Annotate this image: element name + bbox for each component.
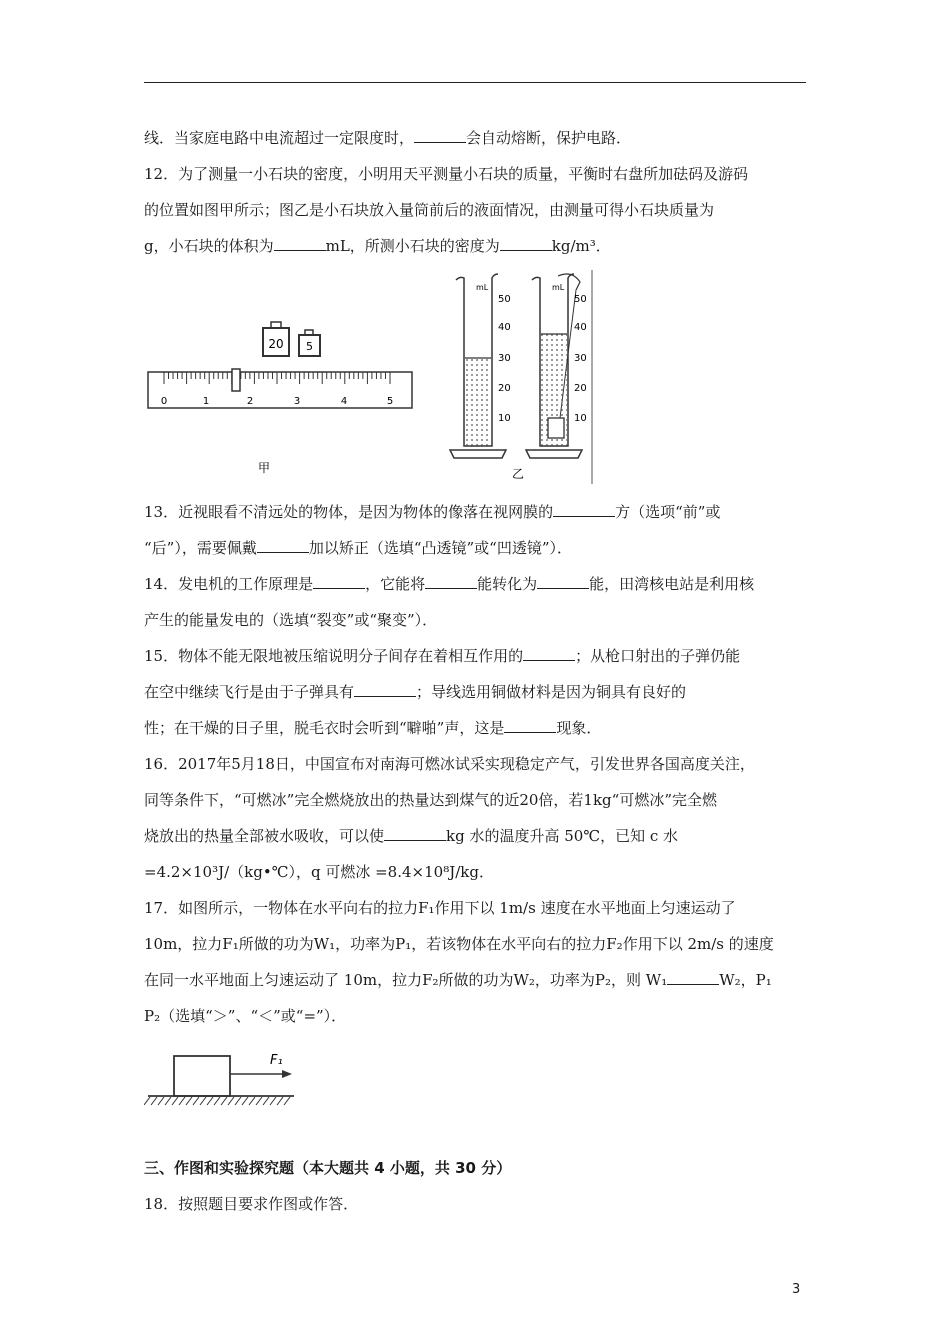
hatch-line [172, 1097, 178, 1105]
q18-line: 18．按照题目要求作图或作答． [144, 1195, 359, 1213]
svg-text:5: 5 [386, 396, 394, 407]
q13-line-1: 13．近视眼看不清远处的物体，是因为物体的像落在视网膜的 方（选项“前”或 [144, 503, 721, 521]
caption-yi: 乙 [511, 467, 525, 481]
q17-line-1: 17．如图所示，一物体在水平向右的拉力F₁作用下以 1m/s 速度在水平地面上匀速运动了 [144, 899, 736, 917]
hatch-line [221, 1097, 227, 1105]
svg-text:1: 1 [202, 396, 210, 407]
svg-text:2: 2 [246, 396, 254, 407]
hatch-line [263, 1097, 269, 1105]
hatch-line [200, 1097, 206, 1105]
page-number: 3 [792, 1282, 801, 1297]
hatch-line [284, 1097, 290, 1105]
header-rule [144, 82, 806, 83]
answer-blank[interactable] [537, 574, 589, 589]
answer-blank[interactable] [384, 826, 446, 841]
cylinder-figure [440, 268, 595, 486]
hatch-line [277, 1097, 283, 1105]
svg-text:10: 10 [574, 413, 587, 424]
answer-blank[interactable] [553, 502, 615, 517]
answer-blank[interactable] [667, 970, 719, 985]
q14-line-2: 产生的能量发电的（选填“裂变”或“聚变”）． [144, 611, 438, 629]
answer-blank[interactable] [414, 128, 466, 143]
svg-text:5: 5 [306, 340, 313, 353]
answer-blank[interactable] [274, 236, 326, 251]
hatch-line [235, 1097, 241, 1105]
svg-text:mL: mL [552, 283, 565, 292]
answer-blank[interactable] [425, 574, 477, 589]
svg-text:50: 50 [498, 294, 511, 305]
section-heading: 三、作图和实验探究题（本大题共 4 小题，共 30 分） [144, 1159, 512, 1177]
hatch-line [158, 1097, 164, 1105]
q16-line-3: 烧放出的热量全部被水吸收，可以使 kg 水的温度升高 50℃，已知 c 水 [144, 827, 679, 845]
hatch-line [214, 1097, 220, 1105]
answer-blank[interactable] [500, 236, 552, 251]
svg-text:20: 20 [268, 337, 284, 351]
force-figure [144, 1044, 304, 1116]
hatch-line [242, 1097, 248, 1105]
scale-ticks [164, 372, 390, 384]
q15-line-2: 在空中继续飞行是由于子弹具有 ；导线选用铜做材料是因为铜具有良好的 [144, 683, 687, 701]
svg-text:3: 3 [293, 396, 301, 407]
force-label: F₁ [270, 1053, 283, 1068]
svg-text:40: 40 [574, 322, 587, 333]
svg-text:4: 4 [340, 396, 348, 407]
q16-line-2: 同等条件下，“可燃冰”完全燃烧放出的热量达到煤气的近20倍，若1kg“可燃冰”完全燃 [144, 791, 717, 809]
hatch-line [179, 1097, 185, 1105]
svg-text:30: 30 [498, 353, 511, 364]
svg-text:30: 30 [574, 353, 587, 364]
cylinder-before [450, 274, 511, 458]
q14-line-1: 14．发电机的工作原理是 ，它能将 能转化为 能，田湾核电站是利用核 [144, 575, 755, 593]
q12-line-1: 12．为了测量一小石块的密度，小明用天平测量小石块的质量，平衡时右盘所加砝码及游码 [144, 165, 749, 183]
svg-text:10: 10 [498, 413, 511, 424]
hatch-line [186, 1097, 192, 1105]
hatch-line [151, 1097, 157, 1105]
hatch-line [165, 1097, 171, 1105]
hatch-line [207, 1097, 213, 1105]
q17-line-2: 10m，拉力F₁所做的功为W₁，功率为P₁，若该物体在水平向右的拉力F₂作用下以 2m/s 的速度 [144, 935, 774, 953]
cylinder-after [526, 274, 587, 458]
q16-line-4: =4.2×10³J/（kg•℃），q 可燃冰 =8.4×10⁸J/kg． [144, 863, 494, 881]
weight-20 [263, 322, 289, 356]
hatch-line [270, 1097, 276, 1105]
q17-line-3: 在同一水平地面上匀速运动了 10m，拉力F₂所做的功为W₂，功率为P₂，则 W₁ W₂，P₁ [144, 971, 772, 989]
block [174, 1056, 230, 1096]
caption-jia: 甲 [257, 461, 271, 475]
hatch-line [249, 1097, 255, 1105]
rider [232, 369, 240, 391]
ground-hatching [144, 1097, 290, 1105]
q15-line-1: 15．物体不能无限地被压缩说明分子间存在着相互作用的 ；从枪口射出的子弹仍能 [144, 647, 741, 665]
hatch-line [256, 1097, 262, 1105]
answer-blank[interactable] [257, 538, 309, 553]
svg-text:40: 40 [498, 322, 511, 333]
hatch-line [228, 1097, 234, 1105]
q13-line-2: “后”），需要佩戴 加以矫正（选填“凸透镜”或“凹透镜”）． [144, 539, 573, 557]
q12-line-3: g，小石块的体积为 mL，所测小石块的密度为 kg/m³． [144, 237, 611, 255]
svg-text:50: 50 [574, 294, 587, 305]
balance-figure [144, 268, 434, 488]
answer-blank[interactable] [523, 646, 575, 661]
answer-blank[interactable] [504, 718, 556, 733]
answer-blank[interactable] [354, 682, 416, 697]
q15-line-3: 性；在干燥的日子里，脱毛衣时会听到“噼啪”声，这是 现象． [144, 719, 602, 737]
svg-text:20: 20 [498, 383, 511, 394]
hatch-line [144, 1097, 150, 1105]
q16-line-1: 16．2017年5月18日，中国宣布对南海可燃冰试采实现稳定产气，引发世界各国高度关注， [144, 755, 755, 773]
scale-labels [161, 396, 393, 407]
q17-line-4: P₂（选填“＞”、“＜”或“=”）． [144, 1007, 347, 1025]
q12-line-2: 的位置如图甲所示；图乙是小石块放入量筒前后的液面情况，由测量可得小石块质量为 [144, 201, 715, 219]
answer-blank[interactable] [313, 574, 365, 589]
svg-text:0: 0 [160, 396, 168, 407]
hatch-line [193, 1097, 199, 1105]
svg-text:mL: mL [476, 283, 489, 292]
weight-5 [299, 330, 320, 356]
svg-text:20: 20 [574, 383, 587, 394]
stone [548, 418, 564, 438]
q11-continuation: 线．当家庭电路中电流超过一定限度时， 会自动熔断，保护电路． [144, 129, 632, 147]
